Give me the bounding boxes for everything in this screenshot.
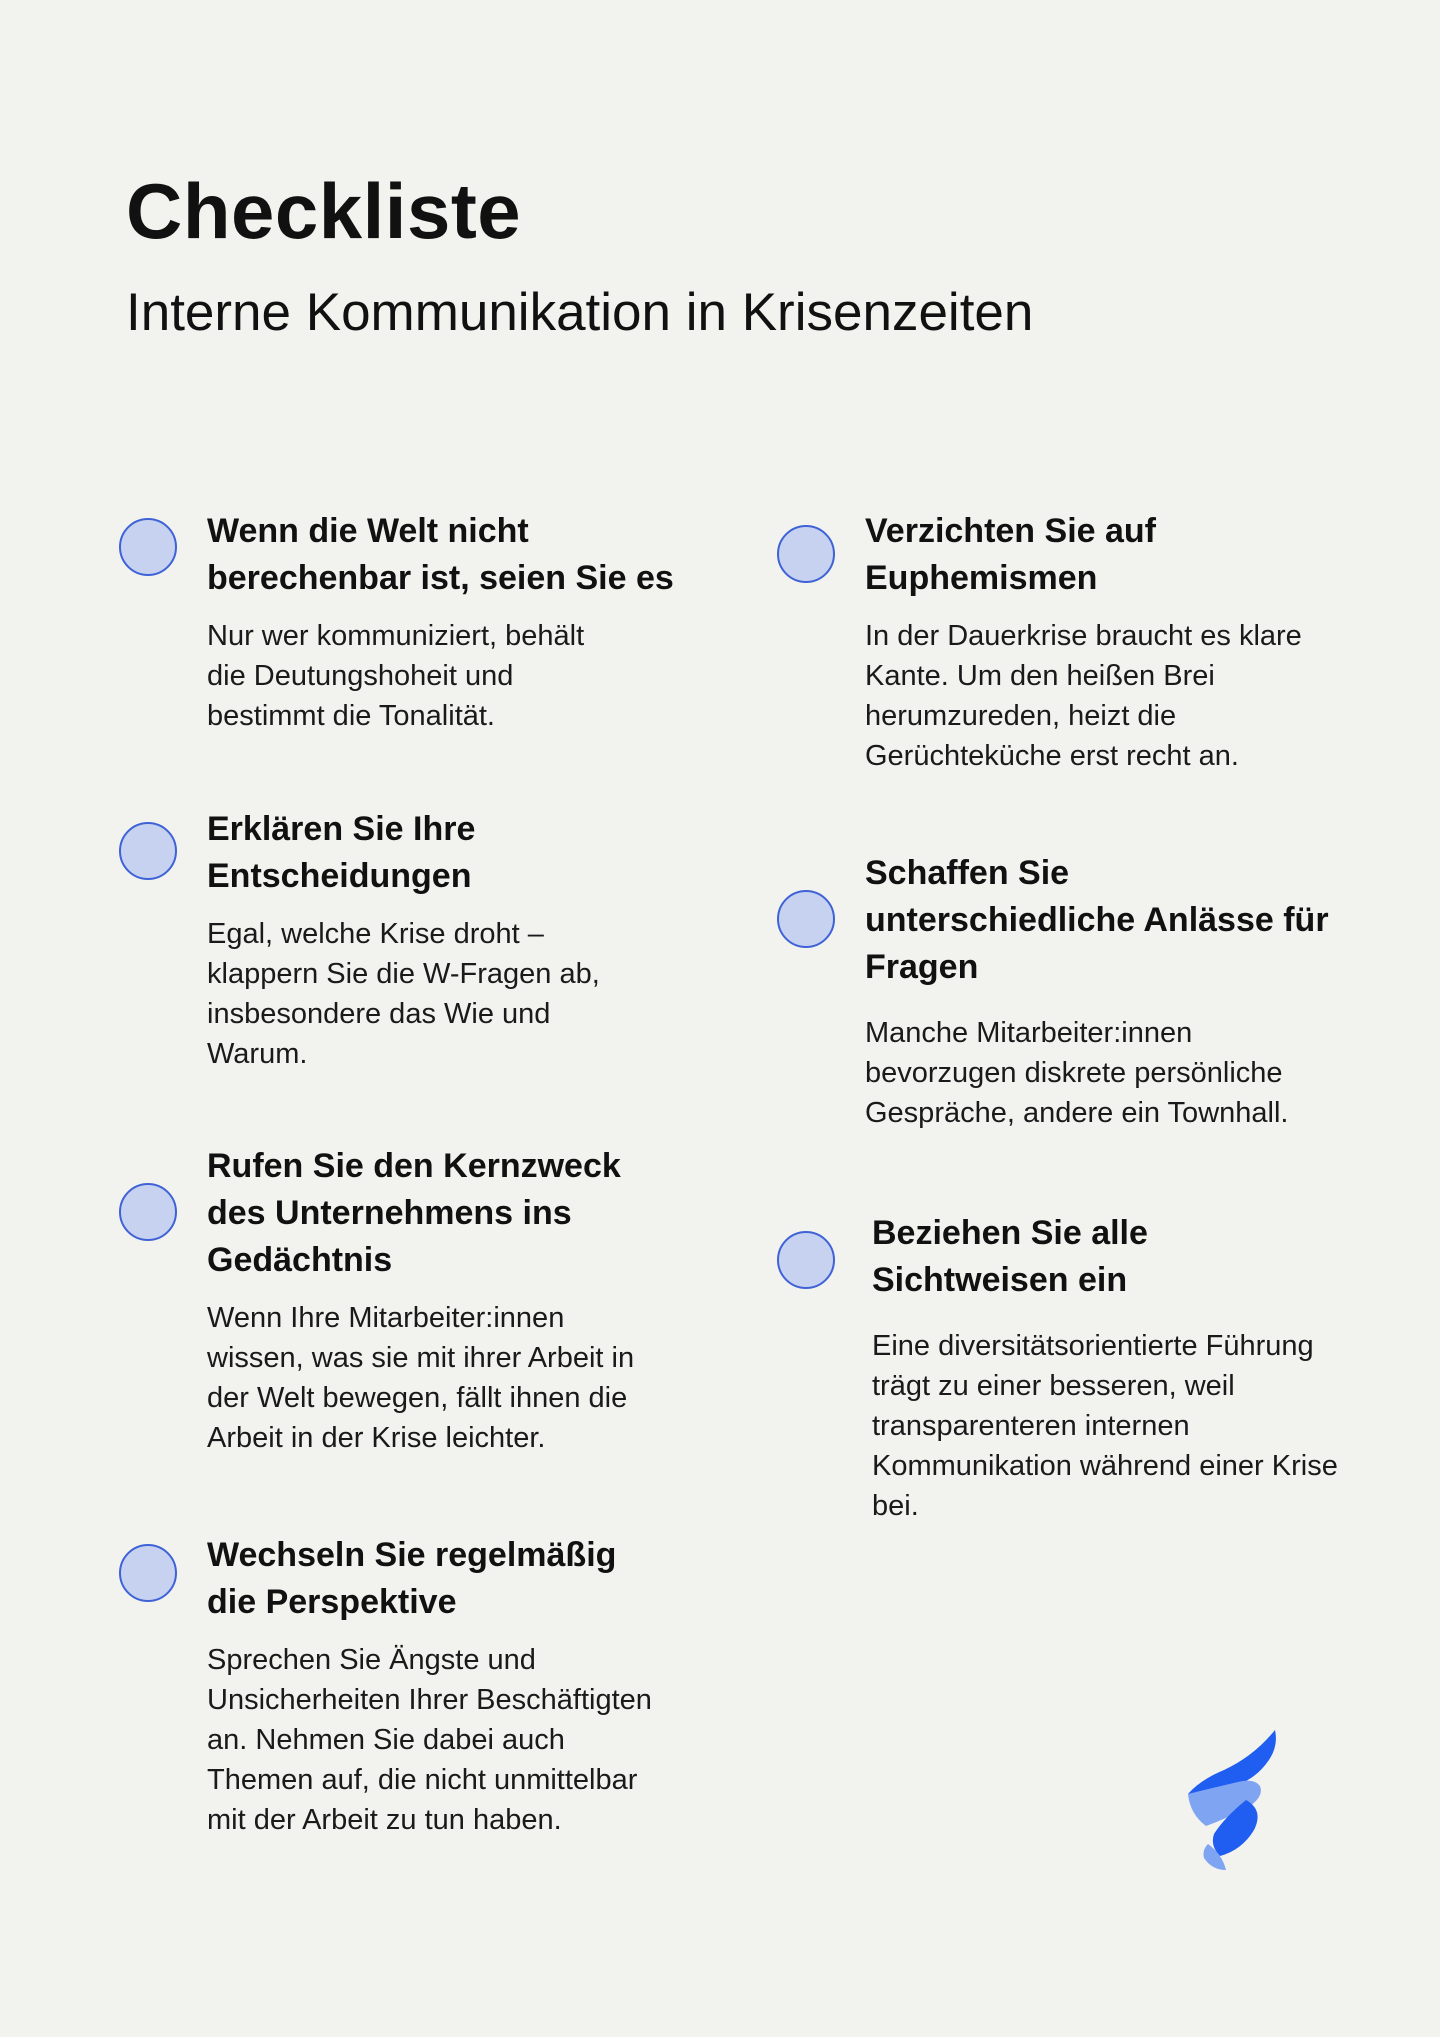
checklist-item — [865, 508, 1345, 776]
page-subtitle: Interne Kommunikation in Krisenzeiten — [126, 283, 1034, 342]
checklist-item — [207, 1143, 677, 1458]
checkbox-circle-icon[interactable] — [119, 822, 177, 880]
checklist-item-text: In der Dauerkrise braucht es klare Kante. Um den heißen Brei herumzureden, heizt die Gerüchteküche erst recht an. — [865, 620, 1302, 772]
checkbox-circle-icon[interactable] — [777, 1231, 835, 1289]
checklist-item — [207, 508, 687, 736]
checklist-item-text: Egal, welche Krise droht – klappern Sie die W-Fragen ab, insbesondere das Wie und Warum. — [207, 918, 600, 1070]
checkbox-circle-icon[interactable] — [119, 1183, 177, 1241]
checklist-item-heading: Beziehen Sie alle Sichtweisen ein — [872, 1214, 1148, 1299]
checklist-item — [872, 1210, 1362, 1526]
checklist-item-heading: Rufen Sie den Kernzweck des Unternehmens ins Gedächtnis — [207, 1147, 621, 1279]
checklist-item-heading: Wenn die Welt nicht berechenbar ist, seien Sie es — [207, 512, 674, 597]
checklist-item — [207, 806, 677, 1074]
checklist-item-text: Eine diversitätsorientierte Führung trägt zu einer besseren, weil transparenteren internen Kommunikation während einer Krise bei. — [872, 1330, 1338, 1522]
checklist-item-text: Wenn Ihre Mitarbeiter:innen wissen, was sie mit ihrer Arbeit in der Welt bewegen, fällt ihnen die Arbeit in der Krise leichter. — [207, 1302, 635, 1454]
checklist-item-heading: Erklären Sie Ihre Entscheidungen — [207, 810, 476, 895]
page-title: Checkliste — [126, 167, 522, 255]
checkbox-circle-icon[interactable] — [777, 890, 835, 948]
checklist-item — [207, 1532, 677, 1840]
checklist-item-text: Manche Mitarbeiter:innen bevorzugen diskrete persönliche Gespräche, andere ein Townhall. — [865, 1017, 1289, 1129]
checklist-item-heading: Schaffen Sie unterschiedliche Anlässe für Fragen — [865, 854, 1329, 986]
checklist-item-heading: Verzichten Sie auf Euphemismen — [865, 512, 1156, 597]
checklist-item-text: Sprechen Sie Ängste und Unsicherheiten Ihrer Beschäftigten an. Nehmen Sie dabei auch Themen auf, die nicht unmittelbar mit der Arbeit zu tun haben. — [207, 1644, 652, 1836]
checklist-item-heading: Wechseln Sie regelmäßig die Perspektive — [207, 1536, 617, 1621]
brand-logo-icon — [1180, 1726, 1280, 1876]
checkbox-circle-icon[interactable] — [777, 525, 835, 583]
checkbox-circle-icon[interactable] — [119, 518, 177, 576]
checklist-item — [865, 850, 1355, 1133]
checklist-item-text: Nur wer kommuniziert, behält die Deutungshoheit und bestimmt die Tonalität. — [207, 620, 585, 732]
checkbox-circle-icon[interactable] — [119, 1544, 177, 1602]
